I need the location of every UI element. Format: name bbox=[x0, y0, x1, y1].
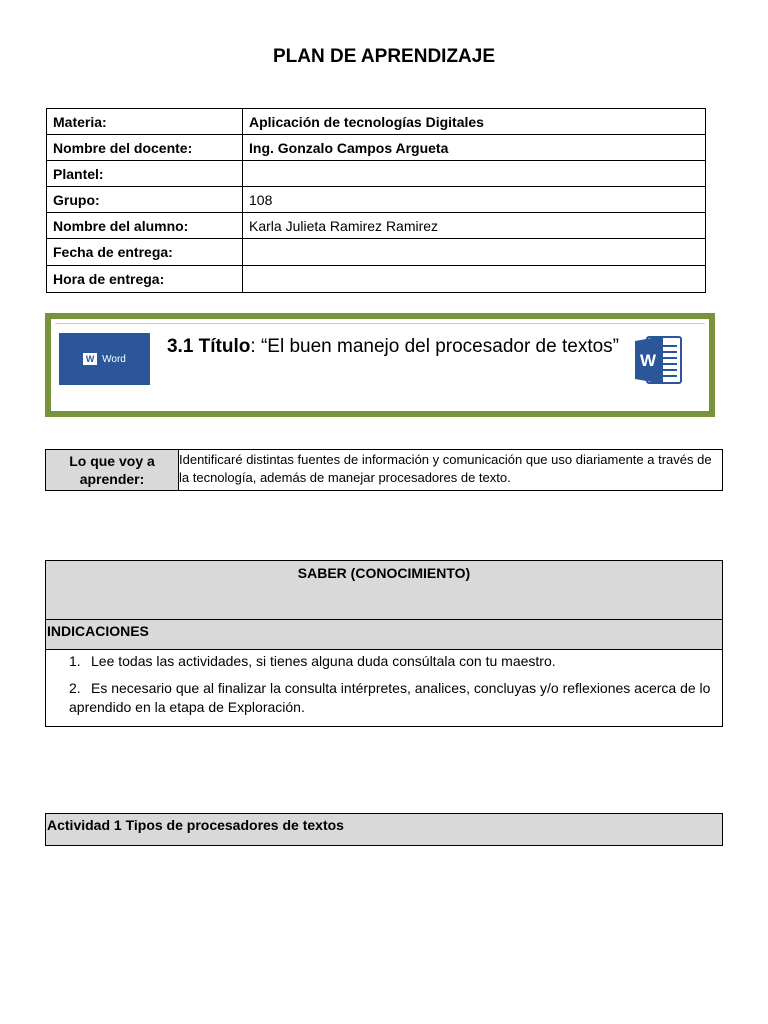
word-icon bbox=[631, 332, 687, 388]
field-label-hora: Hora de entrega: bbox=[47, 266, 243, 293]
field-value-grupo: 108 bbox=[243, 187, 706, 213]
learning-goal-table bbox=[45, 449, 723, 491]
banner-inner bbox=[55, 323, 705, 407]
banner-title-text: : “El buen manejo del procesador de textos” bbox=[250, 336, 619, 357]
word-icon-letter: W bbox=[639, 351, 657, 370]
field-label-fecha: Fecha de entrega: bbox=[47, 239, 243, 266]
table-row bbox=[47, 109, 706, 135]
list-item-text: Es necesario que al finalizar la consulta intérpretes, analices, concluyas y/o reflexiones acerca de lo aprendido en la etapa de Exploración. bbox=[69, 680, 711, 715]
field-label-grupo: Grupo: bbox=[47, 187, 243, 213]
field-value-materia: Aplicación de tecnologías Digitales bbox=[243, 109, 706, 135]
indications-list bbox=[46, 650, 722, 726]
title-banner bbox=[45, 313, 715, 417]
table-row bbox=[47, 187, 706, 213]
table-row bbox=[47, 135, 706, 161]
table-row bbox=[47, 239, 706, 266]
field-value-docente: Ing. Gonzalo Campos Argueta bbox=[243, 135, 706, 161]
field-value-fecha[interactable] bbox=[243, 239, 706, 266]
learning-goal-text: Identificaré distintas fuentes de información y comunicación que uso diariamente a través de la tecnología, además de manejar procesadores de texto. bbox=[179, 450, 723, 491]
list-item-text: Lee todas las actividades, si tienes alguna duda consúltala con tu maestro. bbox=[91, 653, 556, 669]
table-row bbox=[47, 161, 706, 187]
table-row bbox=[47, 266, 706, 293]
field-label-materia: Materia: bbox=[47, 109, 243, 135]
table-row bbox=[46, 450, 723, 491]
field-label-docente: Nombre del docente: bbox=[47, 135, 243, 161]
field-value-plantel[interactable] bbox=[243, 161, 706, 187]
banner-title bbox=[163, 333, 623, 360]
list-item bbox=[46, 652, 722, 671]
table-row bbox=[47, 213, 706, 239]
list-item-number: 2. bbox=[69, 680, 81, 696]
page-title: PLAN DE APRENDIZAJE bbox=[272, 46, 496, 67]
field-label-alumno: Nombre del alumno: bbox=[47, 213, 243, 239]
field-value-alumno: Karla Julieta Ramirez Ramirez bbox=[243, 213, 706, 239]
word-mini-icon: W bbox=[83, 353, 97, 365]
indications-heading: INDICACIONES bbox=[46, 620, 722, 650]
saber-section bbox=[45, 560, 723, 727]
word-logo bbox=[59, 333, 150, 385]
field-value-hora[interactable] bbox=[243, 266, 706, 293]
list-item-number: 1. bbox=[69, 653, 81, 669]
word-logo-text: Word bbox=[102, 353, 126, 365]
banner-title-prefix: 3.1 Título bbox=[166, 336, 251, 357]
saber-heading: SABER (CONOCIMIENTO) bbox=[46, 561, 722, 620]
info-table bbox=[46, 108, 706, 293]
field-label-plantel: Plantel: bbox=[47, 161, 243, 187]
list-item bbox=[46, 679, 722, 717]
learning-goal-label: Lo que voy a aprender: bbox=[46, 450, 179, 491]
activity-heading: Actividad 1 Tipos de procesadores de textos bbox=[45, 813, 723, 846]
